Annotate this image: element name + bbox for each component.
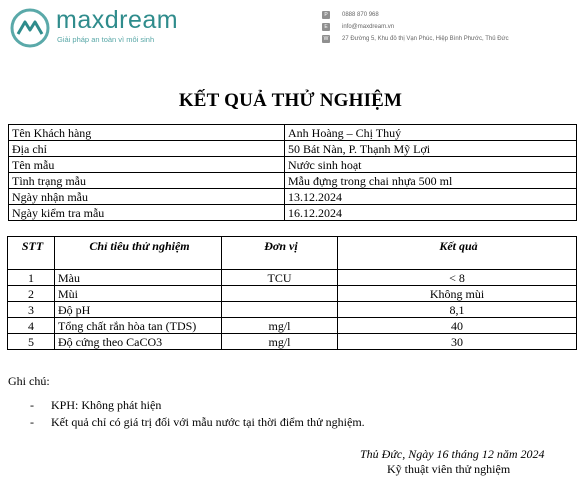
cell-unit (222, 302, 338, 318)
cell-stt: 4 (8, 318, 55, 334)
notes-list (30, 398, 365, 432)
table-row (9, 125, 577, 141)
brand-name: maxdream (56, 6, 179, 34)
cell-result: 30 (338, 334, 577, 350)
header-stt: STT (8, 237, 55, 270)
bullet-dash: - (30, 415, 34, 429)
cell-parameter: Tổng chất rắn hòa tan (TDS) (55, 318, 222, 334)
info-label: Tình trạng mẫu (9, 173, 285, 189)
header-unit: Đơn vị (222, 237, 338, 270)
cell-parameter: Mùi (55, 286, 222, 302)
email-icon: E (322, 23, 330, 31)
info-value: Mẫu đựng trong chai nhựa 500 ml (285, 173, 577, 189)
cell-parameter: Độ cứng theo CaCO3 (55, 334, 222, 350)
cell-stt: 2 (8, 286, 55, 302)
cell-stt: 5 (8, 334, 55, 350)
document-title: KẾT QUẢ THỬ NGHIỆM (178, 90, 403, 111)
info-value: 50 Bát Nàn, P. Thạnh Mỹ Lợi (285, 141, 577, 157)
phone-text: 0888 870 968 (342, 12, 379, 18)
table-row (9, 189, 577, 205)
info-label: Ngày nhận mẫu (9, 189, 285, 205)
letterhead (0, 0, 581, 56)
cell-unit: mg/l (222, 334, 338, 350)
cell-parameter: Độ pH (55, 302, 222, 318)
bullet-dash: - (30, 398, 34, 412)
cell-stt: 1 (8, 270, 55, 286)
contact-phone (322, 9, 509, 21)
notes-label: Ghi chú: (8, 374, 50, 388)
header-parameter: Chỉ tiêu thử nghiệm (55, 237, 222, 270)
contact-block (322, 9, 509, 45)
cell-unit: TCU (222, 270, 338, 286)
table-row (9, 205, 577, 221)
header-result: Kết quả (338, 237, 577, 270)
email-text: info@maxdream.vn (342, 24, 395, 30)
info-value: 16.12.2024 (285, 205, 577, 221)
signature-role: Kỹ thuật viên thử nghiệm (387, 462, 511, 476)
brand-tagline: Giải pháp an toàn vì môi sinh (57, 35, 155, 44)
place-date: Thủ Đức, Ngày 16 tháng 12 năm 2024 (360, 447, 545, 461)
list-item (30, 398, 365, 415)
info-label: Ngày kiểm tra mẫu (9, 205, 285, 221)
contact-email (322, 21, 509, 33)
table-row (9, 173, 577, 189)
info-value: 13.12.2024 (285, 189, 577, 205)
info-value: Anh Hoàng – Chị Thuý (285, 125, 577, 141)
table-row (9, 141, 577, 157)
info-label: Tên mẫu (9, 157, 285, 173)
table-row (8, 334, 577, 350)
info-label: Tên Khách hàng (9, 125, 285, 141)
cell-result: 40 (338, 318, 577, 334)
table-header-row (8, 237, 577, 270)
contact-address (322, 33, 509, 45)
cell-result: < 8 (338, 270, 577, 286)
table-row (8, 286, 577, 302)
cell-unit (222, 286, 338, 302)
info-label: Địa chỉ (9, 141, 285, 157)
note-text: Kết quả chỉ có giá trị đối với mẫu nước tại thời điểm thử nghiệm. (51, 415, 365, 429)
maxdream-logo-icon (10, 8, 50, 48)
cell-result: 8,1 (338, 302, 577, 318)
table-row (9, 157, 577, 173)
results-table (7, 236, 577, 350)
cell-stt: 3 (8, 302, 55, 318)
cell-result: Không mùi (338, 286, 577, 302)
note-text: KPH: Không phát hiện (51, 398, 162, 412)
website-icon: W (323, 36, 329, 42)
phone-icon: P (322, 11, 330, 19)
address-text: 27 Đường 5, Khu đô thị Vạn Phúc, Hiệp Bình Phước, Thủ Đức (342, 36, 509, 42)
info-value: Nước sinh hoạt (285, 157, 577, 173)
table-row (8, 270, 577, 286)
cell-unit: mg/l (222, 318, 338, 334)
list-item (30, 415, 365, 432)
table-row (8, 302, 577, 318)
cell-parameter: Màu (55, 270, 222, 286)
table-row (8, 318, 577, 334)
sample-info-table (8, 124, 577, 221)
